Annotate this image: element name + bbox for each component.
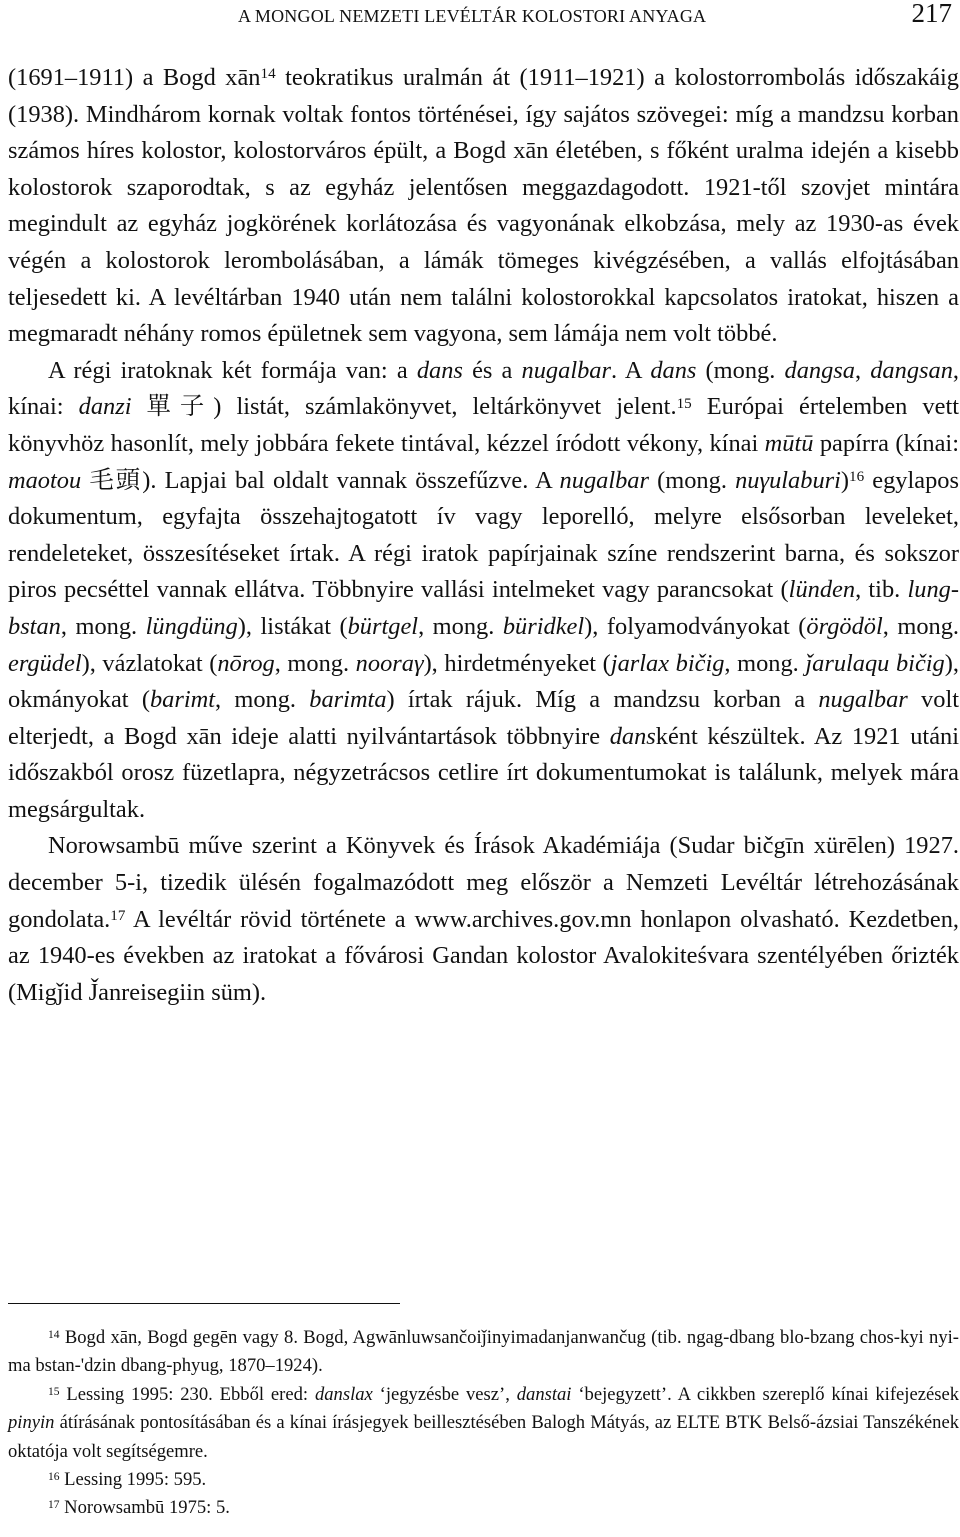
- term: bürtgel: [347, 612, 419, 640]
- term: ǰarulaqu bičig: [805, 649, 945, 677]
- term: dans: [416, 356, 463, 384]
- footnote-text: Lessing 1995: 230. Ebből ered:: [59, 1383, 315, 1405]
- text-span: (mong.: [649, 466, 736, 494]
- text-span: A régi iratoknak két formája van: a: [48, 356, 417, 384]
- term: lüngdüng: [145, 612, 238, 640]
- footnote-number: 17: [48, 1499, 60, 1512]
- term: nuγulaburi: [735, 466, 841, 494]
- text-span: (1691–1911) a Bogd xān: [8, 64, 261, 91]
- term: nugalbar: [521, 356, 611, 384]
- text-span: , mong.: [215, 686, 310, 714]
- term: pinyin: [8, 1412, 55, 1434]
- text-span: . A: [610, 356, 651, 384]
- footnote-separator: [8, 1303, 400, 1304]
- term: dans: [650, 356, 697, 384]
- term: nōrog: [217, 649, 275, 677]
- text-span: volt elterjedt, a Bogd xān ideje alatti nyilvántartások többnyire: [8, 686, 959, 750]
- text-span: 毛頭). Lapjai bal oldalt vannak összefűzve. A: [81, 466, 560, 494]
- footnote-number: 15: [48, 1385, 60, 1398]
- text-span: ), vázlatokat (: [81, 649, 218, 677]
- footnotes: [8, 1324, 959, 1523]
- text-span: ), hirdetményeket (: [423, 649, 611, 677]
- term: maotou: [8, 466, 82, 494]
- text-span: egylapos dokumentum, egyfajta összehajtogatott ív vagy leporelló, melyre elsősorban leveleket, rendeleteket, összesítéseket írtak. A régi iratok papírjainak színe rendszerint barna, és sokszor piros pecséttel vannak ellátva. Többnyire vallási intelmeket vagy parancsokat (: [8, 466, 959, 604]
- term: nooraγ: [355, 649, 424, 677]
- footnote-17: [8, 1494, 959, 1522]
- text-span: 單子) listát, számlakönyvet, leltárkönyvet jelent.: [131, 393, 677, 421]
- term: lünden: [788, 576, 856, 604]
- text-span: (mong.: [696, 356, 785, 384]
- term: nugalbar: [559, 466, 649, 494]
- text-span: , mong.: [724, 649, 806, 677]
- term: danzi: [78, 393, 132, 421]
- footnote-number: 16: [48, 1470, 60, 1483]
- footnote-number: 14: [48, 1328, 60, 1341]
- paragraph-2: [8, 353, 959, 829]
- footnote-16: [8, 1466, 959, 1494]
- text-span: ,: [854, 356, 871, 384]
- text-span: teokratikus uralmán át (1911–1921) a kolostorrombolás időszakáig (1938). Mindhárom kornak voltak fontos történései, így sajátos szövegei: míg a mandzsu korban számos híres kolostor, kolostorváros épült, a Bogd xān életében, s főként uralma idején a kisebb kolostorok szaporodtak, s az egyház jelentősen meggazdagodott. 1921-től szovjet mintára megindult az egyház jogkörének korlátozása és vagyonának elkobzása, mely az 1930-as évek végén a kolostorok lerombolásában, a lámák tömeges kivégzésében, a vallás elfojtásában teljesedett ki. A levéltárban 1940 után nem találni kolostorokkal kapcsolatos iratokat, hiszen a megmaradt néhány romos épületnek sem vagyona, sem lámája nem volt többé.: [8, 64, 959, 348]
- footnote-text: ‘jegyzésbe vesz’,: [372, 1383, 517, 1405]
- text-span: , mong.: [882, 612, 960, 640]
- text-span: ), folyamodványokat (: [584, 612, 807, 640]
- text-span: papírra (kínai:: [813, 429, 959, 457]
- text-span: ) írtak rájuk. Míg a mandzsu korban a: [386, 686, 819, 714]
- footnote-text: átírásának pontosításában és a kínai írásjegyek beillesztésében Balogh Mátyás, az ELTE BTK Belső-ázsiai Tanszékének oktatója volt segítségemre.: [8, 1412, 959, 1462]
- term: nugalbar: [818, 686, 908, 714]
- text-span: A levéltár rövid története a www.archives.gov.mn honlapon olvasható. Kezdetben, az 1940-es években az iratokat a fővárosi Gandan kolostor Avalokiteśvara szentélyében őrizték (Migǰid J̌anreisegiin süm).: [8, 905, 959, 1006]
- term: danstai: [516, 1383, 572, 1405]
- term: örgödöl: [806, 612, 883, 640]
- text-span: , mong.: [274, 649, 356, 677]
- footnote-ref-16[interactable]: 16: [849, 468, 865, 485]
- term: barimt: [149, 686, 216, 714]
- text-span: ): [840, 466, 850, 494]
- footnote-text: Norowsambū 1975: 5.: [59, 1497, 230, 1519]
- footnote-14: [8, 1324, 959, 1381]
- term: dangsan: [870, 356, 953, 384]
- paragraph-3: [8, 828, 959, 1011]
- paragraph-1: [8, 60, 959, 353]
- page-number: 217: [911, 0, 952, 28]
- term: mūtū: [764, 429, 814, 457]
- term: danslax: [314, 1383, 373, 1405]
- footnote-ref-17[interactable]: 17: [110, 907, 126, 924]
- text-span: ), listákat (: [237, 612, 348, 640]
- text-span: Norowsambū műve szerint a Könyvek és Írások Akadémiája (Sudar bičgīn xürēlen) 1927. december 5-i, tizedik ülésén fogalmazódott meg először a Nemzeti Levéltár létrehozásának gondolata.: [8, 832, 959, 933]
- text-span: , kínai:: [8, 356, 960, 421]
- text-span: és a: [462, 356, 522, 384]
- text-span: ), okmányokat (: [8, 649, 959, 714]
- text-span: Európai értelemben vett könyvhöz hasonlít, mely jobbára fekete tintával, kézzel íródott vékony, kínai: [8, 393, 960, 457]
- footnote-ref-15[interactable]: 15: [676, 395, 692, 412]
- footnote-text: Lessing 1995: 595.: [59, 1469, 207, 1491]
- running-head: A MONGOL NEMZETI LEVÉLTÁR KOLOSTORI ANYAGA: [238, 6, 707, 26]
- text-span: , mong.: [60, 612, 146, 640]
- footnote-text: Bogd xān, Bogd gegēn vagy 8. Bogd, Agwānluwsančoiǰinyimadanjanwančug (tib. ngag-dbang blo-bzang chos-kyi nyi-ma bstan-'dzin dbang-phyug, 1870–1924).: [8, 1327, 959, 1377]
- term: büridkel: [502, 612, 585, 640]
- term: lung-bstan: [8, 576, 960, 640]
- text-span: , tib.: [855, 576, 908, 604]
- footnote-ref-14[interactable]: 14: [260, 66, 276, 83]
- body-text: [8, 60, 959, 1011]
- term: ergüdel: [8, 649, 82, 677]
- page-header: [0, 0, 960, 40]
- text-span: ként készültek. Az 1921 utáni időszakból orosz füzetlapra, négyzetrácsos cetlire írt dokumentumokat is találunk, melyek mára megsárgultak.: [8, 722, 959, 823]
- term: dangsa: [784, 356, 855, 384]
- term: dans: [609, 722, 656, 750]
- footnote-15: [8, 1381, 959, 1466]
- term: barimta: [309, 686, 387, 714]
- footnote-text: ‘bejegyzett’. A cikkben szereplő kínai kifejezések: [571, 1383, 959, 1405]
- term: jarlax bičig: [610, 649, 725, 677]
- text-span: , mong.: [418, 612, 503, 640]
